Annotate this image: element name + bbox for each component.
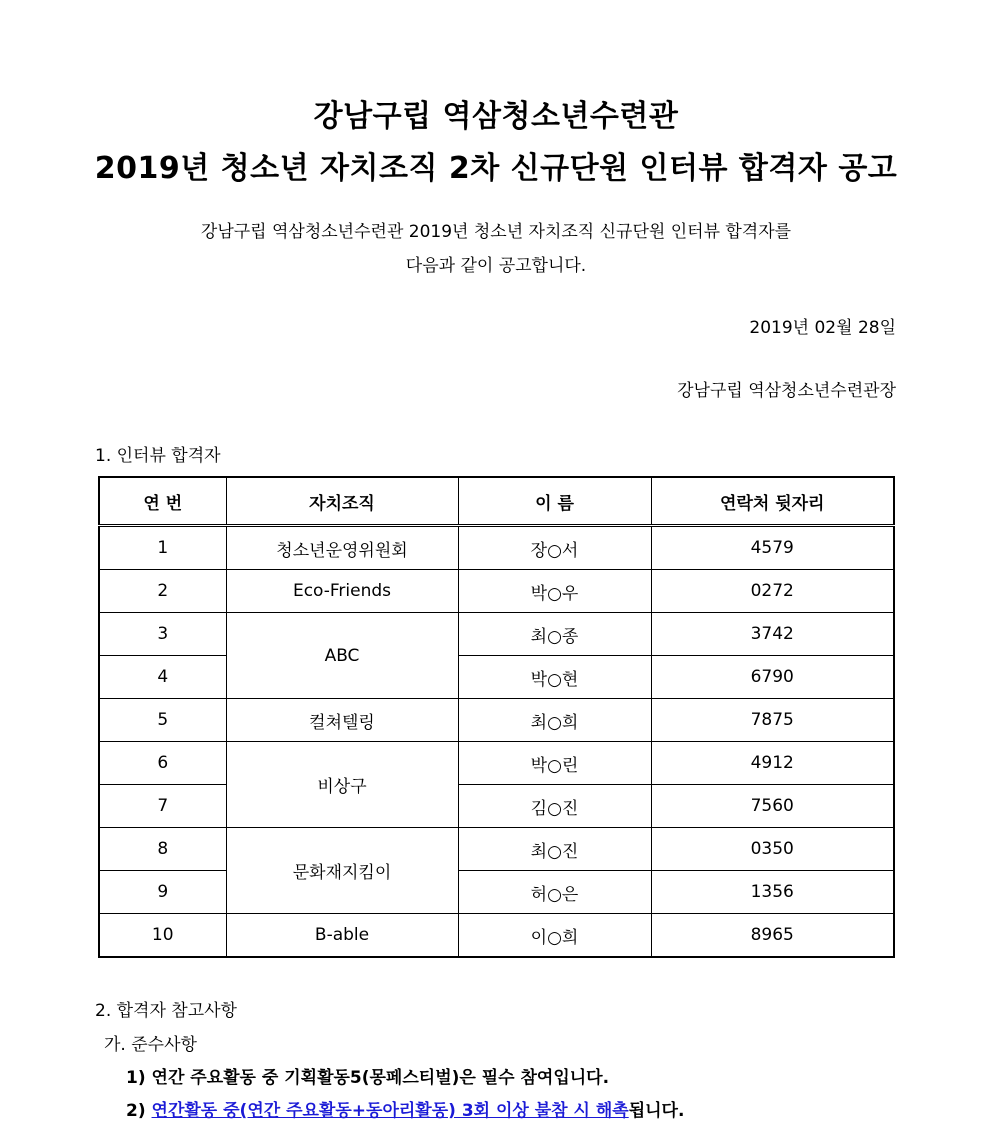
cell-phone: 7560 — [651, 785, 894, 828]
intro-line1: 강남구립 역삼청소년수련관 2019년 청소년 자치조직 신규단원 인터뷰 합격자를 — [200, 222, 792, 242]
signature: 강남구립 역삼청소년수련관장 — [677, 381, 896, 401]
cell-phone: 6790 — [651, 656, 894, 699]
cell-no: 10 — [99, 914, 226, 958]
cell-org: Eco-Friends — [226, 570, 458, 613]
cell-org: 컬쳐텔링 — [226, 699, 458, 742]
results-table — [98, 476, 895, 958]
intro-line2: 다음과 같이 공고합니다. — [405, 256, 587, 276]
cell-phone: 1356 — [651, 871, 894, 914]
cell-org: 문화재지킴이 — [226, 828, 458, 914]
cell-org: 비상구 — [226, 742, 458, 828]
cell-phone: 4579 — [651, 526, 894, 570]
rule-2-highlight: 연간활동 중(연간 주요활동+동아리활동) 3회 이상 불참 시 해촉 — [151, 1101, 629, 1121]
cell-phone: 0272 — [651, 570, 894, 613]
section1-heading: 1. 인터뷰 합격자 — [95, 446, 221, 466]
table-header-row — [99, 477, 894, 526]
cell-name: 박○린 — [458, 742, 651, 785]
cell-no: 9 — [99, 871, 226, 914]
cell-name: 김○진 — [458, 785, 651, 828]
cell-no: 4 — [99, 656, 226, 699]
cell-name: 최○종 — [458, 613, 651, 656]
cell-no: 1 — [99, 526, 226, 570]
table-row — [99, 526, 894, 570]
table-row — [99, 871, 894, 914]
cell-no: 5 — [99, 699, 226, 742]
cell-no: 2 — [99, 570, 226, 613]
cell-name: 박○현 — [458, 656, 651, 699]
cell-no: 3 — [99, 613, 226, 656]
rule-2-tail: 됩니다. — [628, 1101, 685, 1121]
table-row — [99, 699, 894, 742]
cell-no: 6 — [99, 742, 226, 785]
cell-phone: 8965 — [651, 914, 894, 958]
cell-name: 박○우 — [458, 570, 651, 613]
table-row — [99, 656, 894, 699]
table-row — [99, 785, 894, 828]
header-name: 이 름 — [458, 477, 651, 526]
page-title-line2: 2019년 청소년 자치조직 2차 신규단원 인터뷰 합격자 공고 — [94, 151, 898, 186]
table-row — [99, 828, 894, 871]
rule-2-number: 2) — [126, 1101, 152, 1121]
cell-no: 8 — [99, 828, 226, 871]
rule-1: 1) 연간 주요활동 중 기획활동5(몽페스티벌)은 필수 참여입니다. — [126, 1068, 610, 1088]
announcement-date: 2019년 02월 28일 — [749, 318, 896, 338]
cell-name: 최○희 — [458, 699, 651, 742]
cell-name: 허○은 — [458, 871, 651, 914]
cell-org: ABC — [226, 613, 458, 699]
table-row — [99, 742, 894, 785]
cell-org: 청소년운영위원회 — [226, 526, 458, 570]
section2-subheading: 가. 준수사항 — [104, 1035, 197, 1055]
cell-no: 7 — [99, 785, 226, 828]
header-no: 연 번 — [99, 477, 226, 526]
table-row — [99, 613, 894, 656]
cell-phone: 4912 — [651, 742, 894, 785]
header-phone: 연락처 뒷자리 — [651, 477, 894, 526]
header-org: 자치조직 — [226, 477, 458, 526]
cell-phone: 3742 — [651, 613, 894, 656]
cell-phone: 7875 — [651, 699, 894, 742]
cell-org: B-able — [226, 914, 458, 958]
cell-name: 장○서 — [458, 526, 651, 570]
cell-name: 이○희 — [458, 914, 651, 958]
cell-name: 최○진 — [458, 828, 651, 871]
table-row — [99, 570, 894, 613]
table-row — [99, 914, 894, 958]
rule-2 — [126, 1096, 684, 1121]
page-title-line1: 강남구립 역삼청소년수련관 — [313, 99, 679, 134]
cell-phone: 0350 — [651, 828, 894, 871]
section2-heading: 2. 합격자 참고사항 — [95, 1001, 237, 1021]
